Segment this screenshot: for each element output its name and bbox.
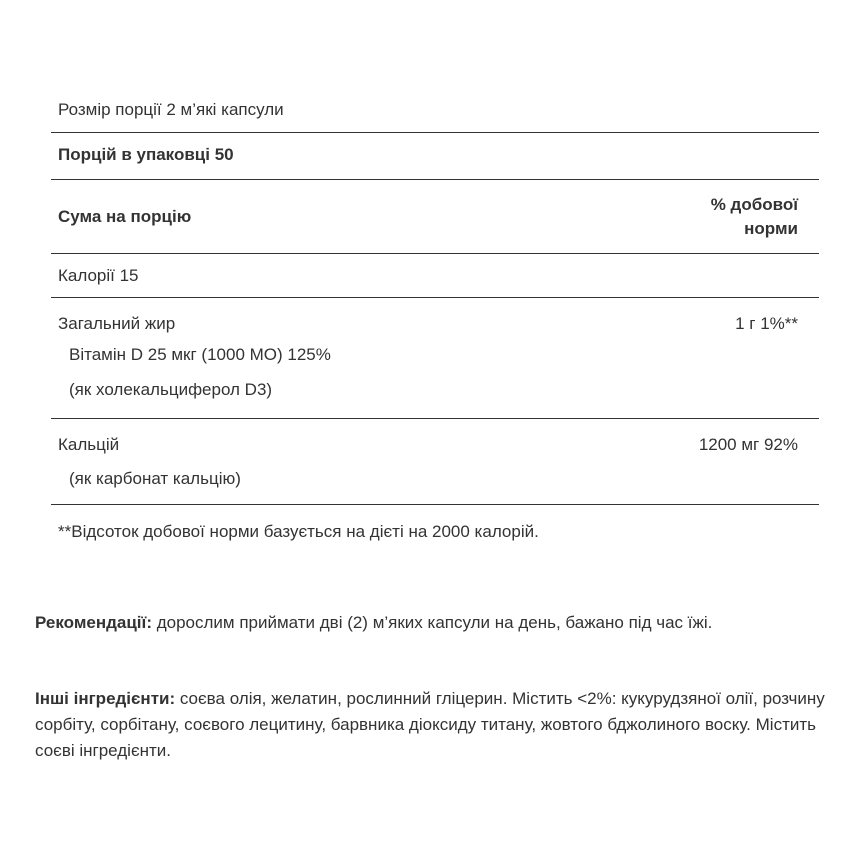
calories-row (51, 253, 819, 297)
recommendations-label: Рекомендації: (35, 613, 152, 632)
vitamin-d-note: (як холекальциферол D3) (69, 380, 273, 399)
recommendations-paragraph (35, 610, 825, 636)
amount-header-row (51, 179, 819, 253)
other-ingredients-label: Інші інгредієнти: (35, 689, 176, 708)
vitamin-d-note-row (51, 376, 819, 418)
calcium-label: Кальцій (58, 435, 120, 454)
daily-value-footnote: **Відсоток добової норми базується на дієті на 2000 калорій. (58, 522, 539, 541)
recommendations-text: дорослим приймати дві (2) м’яких капсули на день, бажано під час їжі. (151, 613, 713, 632)
calcium-value: 1200 мг 92% (698, 435, 798, 454)
vitamin-d: Вітамін D 25 мкг (1000 МО) 125% (69, 345, 331, 364)
serving-size-row (51, 88, 819, 132)
total-fat-label: Загальний жир (58, 314, 176, 333)
calories: Калорії 15 (58, 266, 139, 285)
servings-per-container: Порцій в упаковці 50 (58, 145, 234, 164)
calcium-note-row (51, 460, 819, 504)
total-fat-row (51, 297, 819, 338)
other-ingredients-text: соєва олія, желатин, рослинний гліцерин. Містить <2%: кукурудзяної олії, розчину сорбіту, сорбітану, соєвого лецитину, барвника діоксиду титану, жовтого бджолиного воску. Містить соєві інгредієнти. (35, 689, 825, 760)
other-ingredients-paragraph (35, 686, 825, 764)
vitamin-d-row (51, 338, 819, 376)
servings-per-container-row (51, 132, 819, 179)
amount-per-serving-label: Сума на порцію (58, 207, 192, 226)
calcium-row (51, 418, 819, 460)
serving-size: Розмір порції 2 м’які капсули (58, 100, 284, 119)
calcium-note: (як карбонат кальцію) (69, 469, 241, 488)
daily-value-header: % добової норми (710, 195, 798, 238)
total-fat-value: 1 г 1%** (735, 314, 798, 333)
supplement-facts-table (51, 88, 819, 545)
